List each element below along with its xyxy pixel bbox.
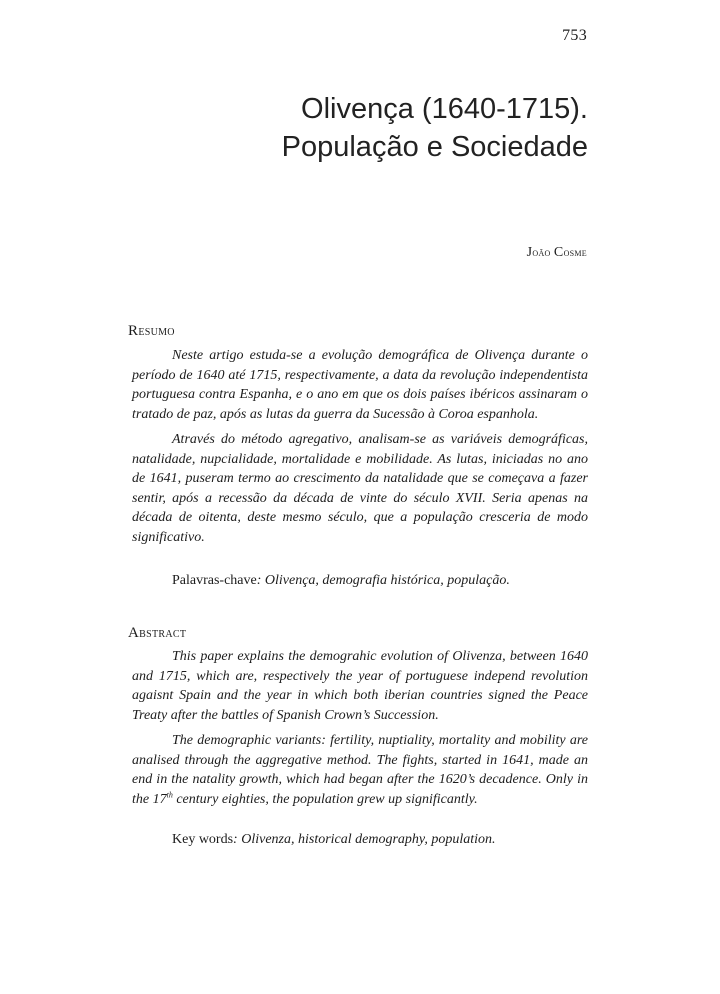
abstract-heading: Abstract: [128, 625, 187, 641]
resumo-paragraph-2: Através do método agregativo, analisam-se as variáveis demográficas, natalidade, nupcialidade, mortalidade e mobilidade. As lutas, iniciadas no ano de 1641, puseram termo ao crescimento da natalidade que se começava a fazer sentir, após a recessão da década de vinte do século XVII. Seria apenas na década de oitenta, deste mesmo século, que a população cresceria de modo significativo.: [132, 432, 588, 545]
resumo-heading: Resumo: [128, 323, 175, 339]
abstract-paragraph-1: This paper explains the demograhic evolution of Olivenza, between 1640 and 1715, which are, respectively the year of portuguese independ revolution agaisnt Spain and the year in which both iberian countries signed the Peace Treaty after the battles of Spanish Crown’s Succession.: [132, 649, 588, 723]
key-words-label: Key words: [172, 832, 234, 847]
key-words-values: : Olivenza, historical demography, population.: [233, 832, 496, 847]
article-title-line-2: População e Sociedade: [281, 131, 588, 163]
palavras-chave-label: Palavras-chave: [172, 573, 257, 588]
article-title: [282, 90, 588, 166]
key-words: [172, 832, 496, 848]
abstract-paragraph-2: The demographic variants: fertility, nuptiality, mortality and mobility are analised through the aggregative method. The fights, started in 1641, made an end in the natality growth, which had began after the 1620’s decadence. Only in the 17th century eighties, the population grew up significantly.: [132, 733, 588, 807]
article-title-line-1: Olivença (1640-1715).: [301, 93, 588, 125]
page-number: 753: [562, 27, 587, 44]
palavras-chave: [172, 573, 510, 589]
author-name: João Cosme: [526, 245, 587, 260]
palavras-chave-values: : Olivença, demografia histórica, população.: [256, 573, 510, 588]
resumo-paragraph-1: Neste artigo estuda-se a evolução demográfica de Olivença durante o período de 1640 até 1715, respectivamente, a data da revolução independentista portuguesa contra Espanha, e o ano em que os dois países ibéricos assinaram o tratado de paz, após as lutas da guerra da Sucessão à Coroa espanhola.: [132, 348, 588, 422]
abstract-body: [132, 647, 588, 815]
resumo-body: [132, 346, 588, 553]
